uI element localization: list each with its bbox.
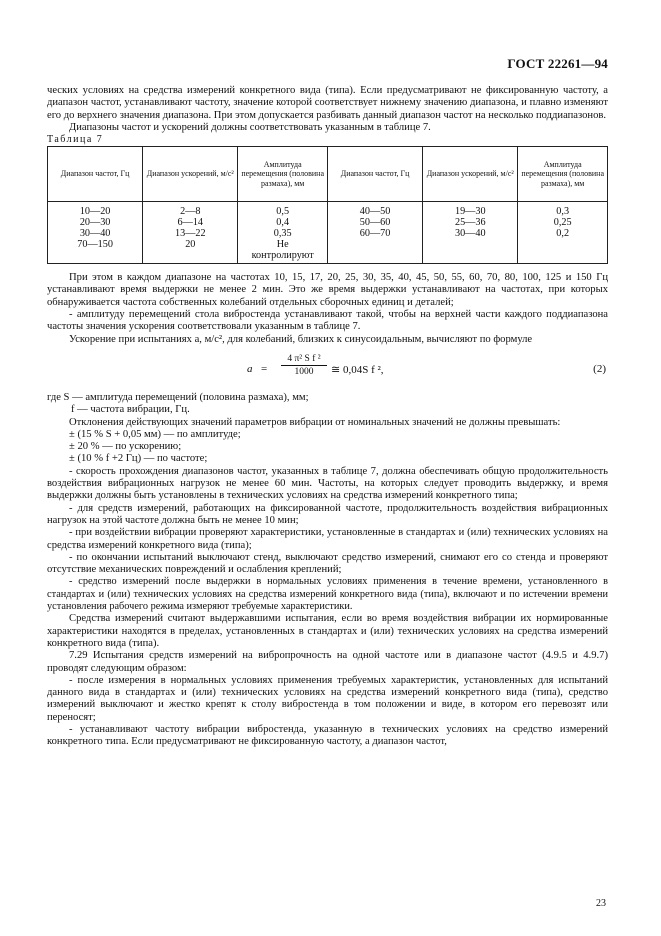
paragraph: Средства измерений считают выдержавшими испытания, если во время воздействия вибрации их нормированные характеристики находятся в пределах, установленных в стандартах и (или) технических условиях на средства измерений конкретного вида (типа). bbox=[47, 613, 608, 649]
paragraph: - по окончании испытаний выключают стенд, выключают средство измерений, снимают его со стенда и проверяют отсутствие механических повреждений и ослабления креплений; bbox=[47, 551, 608, 576]
cell-line: 30—40 bbox=[79, 228, 111, 240]
formula-fraction bbox=[281, 354, 327, 377]
table-header-row bbox=[48, 147, 608, 202]
table-cell-amp-1 bbox=[238, 202, 328, 264]
paragraph: - устанавливают частоту вибрации вибростенда, указанную в технических условиях на средство измерений конкретного типа. Если предусматривают не фиксированную частоту, а диапазон частот, bbox=[47, 723, 608, 748]
table-cell-accel-2 bbox=[423, 202, 518, 264]
paragraph: - скорость прохождения диапазонов частот, указанных в таблице 7, должна обеспечивать общую продолжительность воздействия вибрационных нагрузок не менее 60 мин. Частоты, на которых следует проводить выдержку, и время выдержки должны быть установлены в технических условиях на средства измерений конкретного типа; bbox=[47, 465, 608, 502]
table-header-cell: Диапазон частот, Гц bbox=[48, 147, 143, 202]
paragraph: - при воздействии вибрации проверяют характеристики, установленные в стандартах и (или) технических условиях на средства измерений конкретного вида (типа); bbox=[47, 527, 608, 551]
where-line: где S — амплитуда перемещений (половина размаха), мм; bbox=[47, 391, 309, 403]
paragraph: ческих условиях на средства измерений конкретного вида (типа). Если предусматривают не фиксированную частоту, а диапазон частот, устанавливают частоту, значение которой соответствует нижнему значению диапазона, и плавно изменяют его до верхнего значения диапазона. При этом допускается разбивать данный диапазон частот на несколько поддиапазонов. bbox=[47, 85, 608, 121]
formula-lhs: a bbox=[247, 362, 253, 375]
cell-line: 20 bbox=[185, 239, 196, 251]
cell-line: 0,35 bbox=[273, 228, 292, 240]
cell-line: 2—8 bbox=[180, 206, 201, 218]
paragraph: - для средств измерений, работающих на фиксированной частоте, продолжительность воздействия вибрационных нагрузок на этой частоте должна быть не менее 10 мин; bbox=[47, 502, 608, 526]
cell-line: 60—70 bbox=[359, 228, 391, 240]
cell-line: 20—30 bbox=[79, 217, 111, 229]
cell-line: 10—20 bbox=[79, 206, 111, 218]
document-header: ГОСТ 22261—94 bbox=[507, 56, 608, 71]
cell-line: 40—50 bbox=[359, 206, 391, 218]
page-body bbox=[47, 52, 608, 749]
paragraph: Ускорение при испытаниях a, м/с², для колебаний, близких к синусоидальным, вычисляют по формуле bbox=[69, 333, 533, 345]
formula-numerator: 4 π² S f ² bbox=[281, 354, 327, 366]
cell-line: 50—60 bbox=[359, 217, 391, 229]
table-header-cell: Диапазон ускорений, м/с² bbox=[143, 147, 238, 202]
formula-number: (2) bbox=[593, 362, 606, 375]
cell-line: 6—14 bbox=[177, 217, 204, 229]
table-cell-accel-1 bbox=[143, 202, 238, 264]
where-line: f — частота вибрации, Гц. bbox=[71, 404, 190, 416]
table-cell-freq-2 bbox=[327, 202, 422, 264]
cell-line: 0,5 bbox=[276, 206, 290, 218]
table-header-cell: Диапазон частот, Гц bbox=[327, 147, 422, 202]
paragraph: - амплитуду перемещений стола вибростенда устанавливают такой, чтобы на верхней части каждого поддиапазона частоты значения ускорения соответствовали указанным в таблице 7. bbox=[47, 309, 608, 333]
cell-line: контролируют bbox=[251, 250, 314, 262]
cell-line: 0,2 bbox=[556, 228, 570, 240]
list-item: ± (10 % f +2 Гц) — по частоте; bbox=[69, 453, 208, 465]
table-header-cell: Амплитуда перемещения (половина размаха), мм bbox=[518, 147, 608, 202]
paragraph: При этом в каждом диапазоне на частотах 10, 15, 17, 20, 25, 30, 35, 40, 45, 50, 55, 60, 70, 80, 100, 125 и 150 Гц устанавливают время выдержки не менее 2 мин. Это же время выдержки устанавливают на частотах, при которых обнаруживается частота собственных колебаний отдельных сборочных единиц и деталей; bbox=[47, 272, 608, 308]
cell-line: 0,3 bbox=[556, 206, 570, 218]
page-number: 23 bbox=[596, 898, 606, 909]
formula-equals: = bbox=[261, 362, 268, 375]
table-header-cell: Диапазон ускорений, м/с² bbox=[423, 147, 518, 202]
formula-denominator: 1000 bbox=[294, 366, 314, 377]
paragraph: - средство измерений после выдержки в нормальных условиях применения в течение времени, установленного в стандартах и (или) технических условиях на средства измерений конкретного вида (типа), включают и по истечении времени установления рабочего режима измеряют требуемые характеристики. bbox=[47, 576, 608, 613]
paragraph: Отклонения действующих значений параметров вибрации от номинальных значений не должны превышать: bbox=[69, 416, 561, 428]
cell-line: 30—40 bbox=[454, 228, 486, 240]
table-cell-freq-1 bbox=[48, 202, 143, 264]
table-row bbox=[48, 202, 608, 264]
paragraph: Диапазоны частот и ускорений должны соответствовать указанным в таблице 7. bbox=[69, 121, 431, 133]
paragraph: 7.29 Испытания средств измерений на вибропрочность на одной частоте или в диапазоне частот (4.9.5 и 4.9.7) проводят следующим образом: bbox=[47, 650, 608, 674]
cell-line: 13—22 bbox=[175, 228, 206, 240]
cell-line: 0,25 bbox=[553, 217, 572, 229]
list-item: ± (15 % S + 0,05 мм) — по амплитуде; bbox=[69, 428, 241, 440]
cell-line: 19—30 bbox=[454, 206, 486, 218]
table-caption: Таблица 7 bbox=[47, 134, 104, 146]
list-item: ± 20 % — по ускорению; bbox=[69, 441, 182, 453]
table-7 bbox=[47, 146, 608, 264]
table-cell-amp-2 bbox=[518, 202, 608, 264]
cell-line: 0,4 bbox=[276, 217, 290, 229]
paragraph: - после измерения в нормальных условиях применения требуемых характеристик, установленных для испытаний данного вида в стандартах и (или) технических условиях на средства измерений конкретного вида (типа), средство измерений выключают и жестко крепят к столу вибростенда в том положении и виде, в котором его перевозят или переносят; bbox=[47, 674, 608, 723]
formula-rhs: ≅ 0,04S f ², bbox=[331, 363, 384, 376]
cell-line: 25—36 bbox=[454, 217, 486, 229]
formula bbox=[47, 350, 608, 390]
cell-line: 70—150 bbox=[77, 239, 113, 251]
cell-line: Не bbox=[276, 239, 289, 251]
table-header-cell: Амплитуда перемещения (половина размаха), мм bbox=[238, 147, 328, 202]
